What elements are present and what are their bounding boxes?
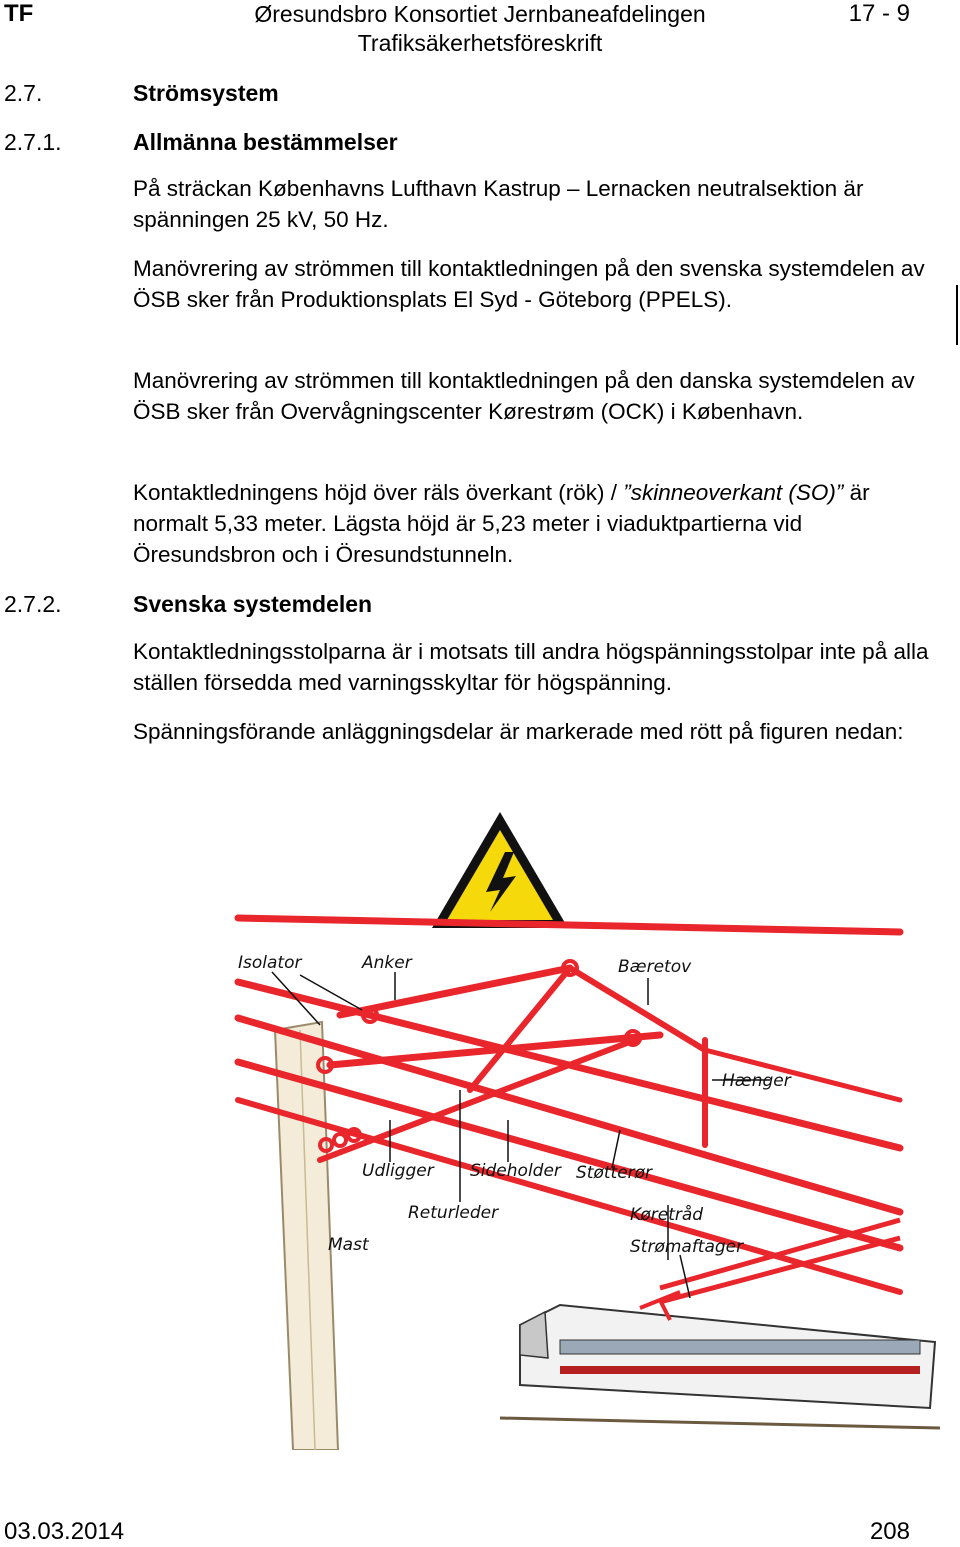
catenary-figure	[0, 800, 960, 1450]
section-title: Svenska systemdelen	[133, 591, 373, 617]
label-stotteror: Støtterør	[576, 1163, 653, 1183]
doc-header-center	[0, 0, 960, 58]
label-baeretov: Bæretov	[618, 957, 692, 977]
section-number: 2.7.1.	[4, 129, 62, 155]
label-isolator: Isolator	[238, 953, 302, 973]
section-number: 2.7.	[4, 80, 43, 106]
paragraph-danish-control: Manövrering av strömmen till kontaktledningen på den danska systemdelen av ÖSB sker från Overvågningscenter Kørestrøm (OCK) i København.	[133, 368, 915, 424]
section-title: Allmänna bestämmelser	[133, 129, 398, 155]
revision-bar	[956, 285, 958, 345]
wire-height-term: ”skinneoverkant (SO)”	[623, 480, 844, 505]
label-mast: Mast	[328, 1235, 369, 1255]
wire-height-text-b: är normalt 5,33 meter. Lägsta höjd är 5,23 meter i viaduktpartierna vid Öresundsbron och i Öresundstunneln.	[133, 480, 870, 567]
section-number: 2.7.2.	[4, 591, 62, 617]
label-sideholder: Sideholder	[470, 1161, 561, 1181]
doc-code: TF	[4, 0, 34, 27]
paragraph-voltage: På sträckan Københavns Lufthavn Kastrup – Lernacken neutralsektion är spänningen 25 kV, 50 Hz.	[133, 176, 864, 232]
high-voltage-warning-sign	[432, 812, 568, 928]
label-udligger: Udligger	[362, 1161, 434, 1181]
section-title: Strömsystem	[133, 80, 279, 106]
label-anker: Anker	[362, 953, 412, 973]
paragraph-swedish-control: Manövrering av strömmen till kontaktledningen på den svenska systemdelen av ÖSB sker från Produktionsplats El Syd - Göteborg (PPELS).	[133, 256, 925, 312]
paragraph-warning-signs: Kontaktledningsstolparna är i motsats till andra högspänningsstolpar inte på alla ställen försedda med varningsskyltar för högspänning.	[133, 639, 929, 695]
header-doc-title: Trafiksäkerhetsföreskrift	[357, 30, 603, 56]
label-koretrad: Køretråd	[630, 1205, 704, 1225]
page-reference: 17 - 9	[848, 0, 910, 27]
label-haenger: Hænger	[722, 1071, 791, 1091]
label-stromaftager: Strømaftager	[630, 1237, 744, 1257]
wire-height-text-a: Kontaktledningens höjd över räls överkant (rök) /	[133, 480, 624, 505]
paragraph-wire-height	[133, 477, 933, 570]
train	[500, 1292, 940, 1428]
header-org: Øresundsbro Konsortiet Jernbaneafdelingen	[254, 1, 706, 27]
label-returleder: Returleder	[408, 1203, 499, 1223]
paragraph-figure-intro: Spänningsförande anläggningsdelar är markerade med rött på figuren nedan:	[133, 719, 904, 744]
footer-page-number: 208	[869, 1518, 910, 1545]
footer-date: 03.03.2014	[4, 1518, 125, 1545]
